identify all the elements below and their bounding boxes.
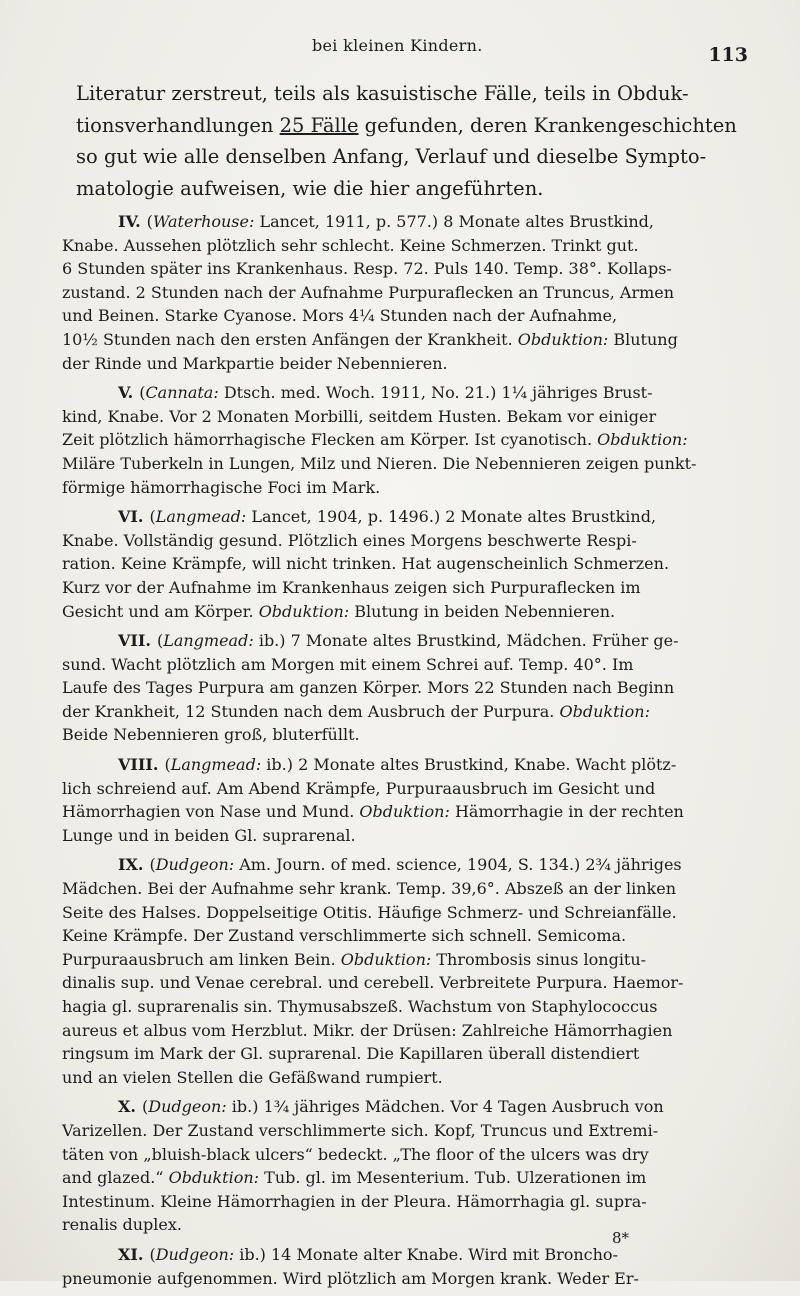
obduktion-label: Obduktion: <box>597 430 688 450</box>
case-number: XI. <box>118 1244 144 1264</box>
intro-line: Literatur zerstreut, teils als kasuistische Fälle, teils in Obduk- <box>76 82 689 105</box>
case-source: Dudgeon: <box>148 1097 227 1117</box>
signature-mark: 8* <box>612 1229 630 1247</box>
obduktion-label: Obduktion: <box>517 329 609 349</box>
case-xi: XI. (Dudgeon: ib.) 14 Monate alter Knabe. Wird mit Broncho- pneumonie aufgenommen. Wird plötzlich am Morgen krank. Weder Er- <box>62 1244 639 1288</box>
obduktion-label: Obduktion: <box>559 701 650 721</box>
case-number: IX. <box>118 855 144 875</box>
intro-paragraph <box>76 78 752 204</box>
case-ix: IX. (Dudgeon: Am. Journ. of med. science, 1904, S. 134.) 2¾ jähriges Mädchen. Bei der Aufnahme sehr krank. Temp. 39,6°. Abszeß an der linken Seite des Halses. Doppelseitige Otitis. Häufige Schmerz- und Schreianfälle. Keine Krämpfe. Der Zustand verschlimmerte sich schnell. Semicoma. Purpuraausbruch am linken Bein. Obduktion: Thrombosis sinus longitu- dinalis sup. und Venae cerebral. und cerebell. Verbreitete Purpura. Haemor- hagia gl. suprarenalis sin. Thymusabszeß. Wachstum von Staphylococcus aureus et albus vom Herzblut. Mikr. der Drüsen: Zahlreiche Hämorrhagien ringsum im Mark der Gl. suprarenal. Die Kapillaren überall distendiert und an vielen Stellen die Gefäßwand rumpiert. <box>62 855 684 1087</box>
case-iv: IV. (Waterhouse: Lancet, 1911, p. 577.) 8 Monate altes Brustkind, Knabe. Aussehen plötzlich sehr schlecht. Keine Schmerzen. Trinkt gut. 6 Stunden später ins Krankenhaus. Resp. 72. Puls 140. Temp. 38°. Kollaps- zustand. 2 Stunden nach der Aufnahme Purpuraflecken an Truncus, Armen und Beinen. Starke Cyanose. Mors 4¼ Stunden nach der Aufnahme, 10½ Stunden nach den ersten Anfängen der Krankheit. Obduktion: Blutung der Rinde und Markpartie beider Nebennieren. <box>62 212 678 373</box>
obduktion-label: Obduktion: <box>359 802 450 822</box>
case-source: Dudgeon: <box>155 1244 235 1264</box>
case-x: X. (Dudgeon: ib.) 1¾ jähriges Mädchen. Vor 4 Tagen Ausbruch von Varizellen. Der Zustand verschlimmerte sich. Kopf, Truncus und Extremi- täten von „bluish-black ulcers“ bedeckt. „The floor of the ulcers was dry and glazed.“ Obduktion: Tub. gl. im Mesenterium. Tub. Ulzerationen im Intestinum. Kleine Hämorrhagien in der Pleura. Hämorrhagia gl. supra- renalis duplex. <box>62 1097 664 1235</box>
page-number: 113 <box>708 44 748 66</box>
case-source: Langmead: <box>170 755 262 775</box>
intro-line: matologie aufweisen, wie die hier angeführten. <box>76 176 544 200</box>
running-head: bei kleinen Kindern. <box>312 36 483 55</box>
obduktion-label: Obduktion: <box>340 949 432 969</box>
case-number: X. <box>118 1097 136 1117</box>
case-vii: VII. (Langmead: ib.) 7 Monate altes Brustkind, Mädchen. Früher ge- sund. Wacht plötzlich am Morgen mit einem Schrei auf. Temp. 40°. Im Laufe des Tages Purpura am ganzen Körper. Mors 22 Stunden nach Beginn der Krankheit, 12 Stunden nach dem Ausbruch der Purpura. Obduktion: Beide Nebennieren groß, bluterfüllt. <box>62 631 679 745</box>
intro-line: so gut wie alle denselben Anfang, Verlauf und dieselbe Sympto- <box>76 145 707 168</box>
case-viii: VIII. (Langmead: ib.) 2 Monate altes Brustkind, Knabe. Wacht plötz- lich schreiend auf. Am Abend Krämpfe, Purpuraausbruch im Gesicht und Hämorrhagien von Nase und Mund. Obduktion: Hämorrhagie in der rechten Lunge und in beiden Gl. suprarenal. <box>62 755 684 845</box>
obduktion-label: Obduktion: <box>258 601 350 621</box>
case-number: VIII. <box>118 755 159 775</box>
case-source: Langmead: <box>163 631 254 651</box>
page-body <box>62 78 752 1296</box>
case-vi: VI. (Langmead: Lancet, 1904, p. 1496.) 2 Monate altes Brustkind, Knabe. Vollständig gesund. Plötzlich eines Morgens beschwerte Respi- ration. Keine Krämpfe, will nicht trinken. Hat augenscheinlich Schmerzen. Kurz vor der Aufnahme im Krankenhaus zeigen sich Purpuraflecken im Gesicht und am Körper. Obduktion: Blutung in beiden Nebennieren. <box>62 507 670 621</box>
case-source: Cannata: <box>145 383 219 403</box>
case-number: V. <box>118 383 134 403</box>
case-number: VI. <box>118 507 144 527</box>
case-v: V. (Cannata: Dtsch. med. Woch. 1911, No. 21.) 1¼ jähriges Brust- kind, Knabe. Vor 2 Monaten Morbilli, seitdem Husten. Bekam vor einiger Zeit plötzlich hämorrhagische Flecken am Körper. Ist cyanotisch. Obduktion: Miläre Tuberkeln in Lungen, Milz und Nieren. Die Nebennieren zeigen punkt- förmige hämorrhagische Foci im Mark. <box>62 383 697 497</box>
case-source: Langmead: <box>155 507 247 527</box>
case-source: Waterhouse: <box>152 212 255 231</box>
case-number: IV. <box>118 212 141 231</box>
case-number: VII. <box>118 631 151 651</box>
case-source: Dudgeon: <box>155 855 235 875</box>
underlined-count: 25 Fälle <box>279 113 359 137</box>
intro-line: tionsverhandlungen 25 Fälle gefunden, deren Krankengeschichten <box>76 113 737 137</box>
obduktion-label: Obduktion: <box>168 1168 260 1188</box>
